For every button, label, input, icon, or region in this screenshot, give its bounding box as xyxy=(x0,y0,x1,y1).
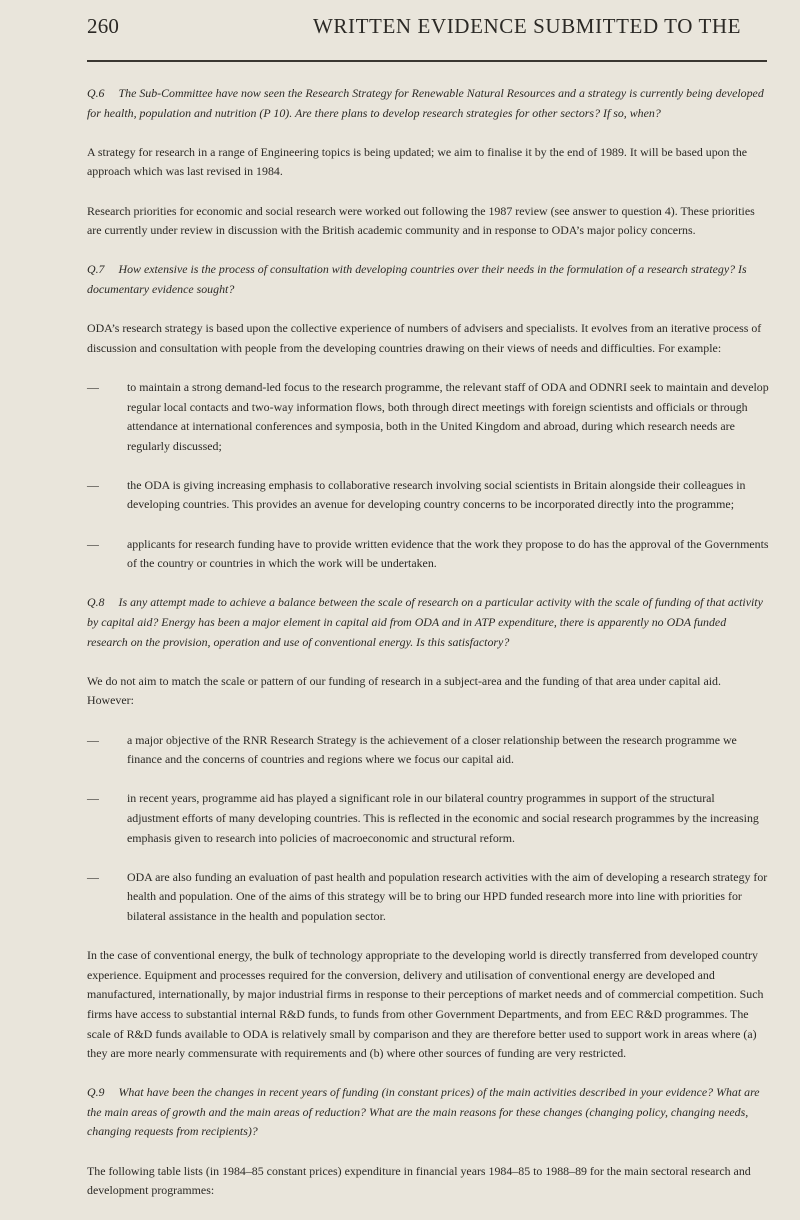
question-text: The Sub-Committee have now seen the Research Strategy for Renewable Natural Resources and a strategy is currently being developed for health, population and nutrition (P 10). Are there plans to develop research strategies for other sectors? If so, when? xyxy=(87,86,764,120)
bullet-text: a major objective of the RNR Research Strategy is the achievement of a closer relationship between the research programme we finance and the concerns of countries and regions where we focus our capital aid. xyxy=(127,732,737,767)
bullet-text: ODA are also funding an evaluation of past health and population research activities with the aim of developing a research strategy for health and population. One of the aims of this strategy will be to bring our HPD funded research more into line with priorities for bilateral assistance in the health and population sector. xyxy=(127,869,768,923)
bullet-text: applicants for research funding have to provide written evidence that the work they propose to do has the approval of the Governments of the country or countries in which the work will be undertaken. xyxy=(127,536,769,571)
dash-marker: — xyxy=(87,869,99,884)
bullet-item xyxy=(87,535,769,574)
bullet-item xyxy=(87,731,769,770)
question-8 xyxy=(87,593,769,652)
question-6 xyxy=(87,84,769,123)
question-7 xyxy=(87,260,769,299)
bullet-item xyxy=(87,476,769,515)
question-9 xyxy=(87,1083,769,1142)
dash-marker: — xyxy=(87,477,99,492)
bullet-text: the ODA is giving increasing emphasis to collaborative research involving social scientists in Britain alongside their colleagues in developing countries. This provides an avenue for developing country concerns to be incorporated directly into the programme; xyxy=(127,477,746,512)
question-number: Q.9 xyxy=(87,1085,105,1100)
question-text: Is any attempt made to achieve a balance between the scale of research on a particular activity with the scale of funding of that activity by capital aid? Energy has been a major element in capital aid from ODA and in ATP expenditure, there is apparently no ODA funded research on the provision, operation and use of conventional energy. Is this satisfactory? xyxy=(87,595,763,649)
document-body xyxy=(87,84,769,1220)
answer-paragraph: A strategy for research in a range of Engineering topics is being updated; we aim to finalise it by the end of 1989. It will be based upon the approach which was last revised in 1984. xyxy=(87,144,748,179)
question-number: Q.6 xyxy=(87,86,105,100)
running-head: WRITTEN EVIDENCE SUBMITTED TO THE xyxy=(313,14,742,38)
bullet-item xyxy=(87,868,769,927)
question-number: Q.7 xyxy=(87,262,105,277)
bullet-item xyxy=(87,378,769,456)
page-number: 260 xyxy=(87,14,120,38)
question-number: Q.8 xyxy=(87,595,105,610)
question-text: How extensive is the process of consultation with developing countries over their needs in the formulation of a research strategy? Is documentary evidence sought? xyxy=(87,262,747,296)
dash-marker: — xyxy=(87,791,99,806)
answer-paragraph: Research priorities for economic and social research were worked out following the 1987 review (see answer to question 4). These priorities are currently under review in discussion with the British academic community and in response to ODA’s major policy concerns. xyxy=(87,203,755,238)
answer-paragraph: ODA’s research strategy is based upon the collective experience of numbers of advisers and specialists. It evolves from an iterative process of discussion and consultation with people from the developing countries drawing on their views of needs and difficulties. For example: xyxy=(87,321,762,355)
bullet-item xyxy=(87,789,769,848)
answer-paragraph: The following table lists (in 1984–85 constant prices) expenditure in financial years 1984–85 to 1988–89 for the main sectoral research and development programmes: xyxy=(87,1163,751,1198)
header-rule xyxy=(87,60,767,62)
answer-paragraph: We do not aim to match the scale or pattern of our funding of research in a subject-area and the funding of that area under capital aid. However: xyxy=(87,673,721,708)
answer-paragraph: In the case of conventional energy, the bulk of technology appropriate to the developing world is directly transferred from developed country experience. Equipment and processes required for the conversion, delivery and utilisation of conventional energy are developed and manufactured, internationally, by major industrial firms in response to their perceptions of market needs and of commercial competition. Such firms have access to substantial internal R&D funds, to funds from other Government Departments, and from EEC R&D programmes. The scale of R&D funds available to ODA is relatively small by comparison and they are therefore better used to support work in areas where (a) they are more nearly commensurate with requirements and (b) where other sources of funding are very restricted. xyxy=(87,948,764,1061)
bullet-text: in recent years, programme aid has played a significant role in our bilateral country programmes in support of the structural adjustment efforts of many developing countries. This is reflected in the economic and social research programmes by the increasing emphasis given to research into policies of macroeconomic and structural reform. xyxy=(127,791,759,845)
bullet-list xyxy=(87,731,769,927)
dash-marker: — xyxy=(87,732,99,747)
dash-marker: — xyxy=(87,379,99,394)
bullet-list xyxy=(87,378,769,574)
dash-marker: — xyxy=(87,536,99,551)
bullet-text: to maintain a strong demand-led focus to the research programme, the relevant staff of ODA and ODNRI seek to maintain and develop regular local contacts and two-way information flows, both through direct meetings with foreign scientists and officials or through attendance at international conferences and symposia, both in the United Kingdom and abroad, during which research needs are regularly discussed; xyxy=(127,379,769,453)
question-text: What have been the changes in recent years of funding (in constant prices) of the main activities described in your evidence? What are the main areas of growth and the main areas of reduction? What are the main reasons for these changes (changing policy, changing needs, changing requests from recipients)? xyxy=(87,1085,760,1139)
